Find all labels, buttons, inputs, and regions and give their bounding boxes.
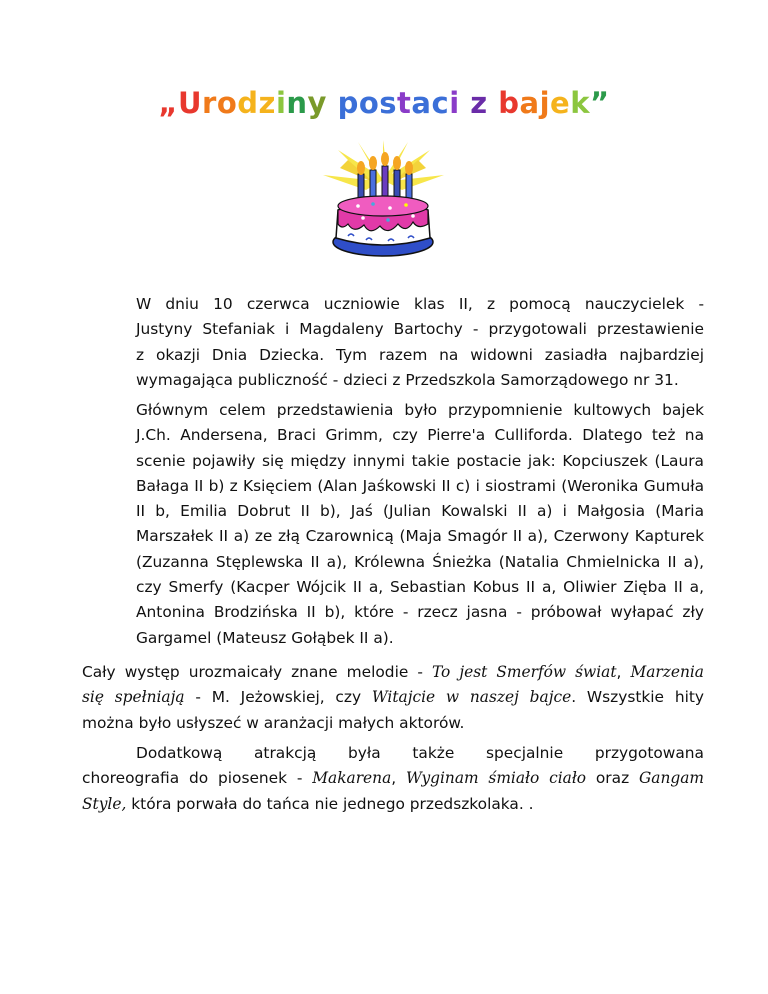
title-letter: a <box>519 86 540 120</box>
title-letter: o <box>358 86 380 120</box>
title-letter: p <box>337 86 359 120</box>
text-run: choreografia do piosenek - <box>82 769 313 788</box>
title-letter: i <box>275 86 287 120</box>
text-run: oraz <box>586 769 639 788</box>
paragraph-choreography <box>82 741 704 817</box>
paragraph-line: (Zuzanna Stęplewska II a), Królewna Śnieżka (Natalia Chmielnicka II a), <box>136 552 704 571</box>
paragraph-line: Głównym celem przedstawienia było przypomnienie kultowych bajek <box>136 401 704 419</box>
title-letter: b <box>498 86 520 120</box>
title-letter: r <box>202 86 217 120</box>
title-letter: k <box>570 86 591 120</box>
song-title: Marzenia <box>630 663 704 681</box>
paragraph-line: scenie pojawiły się między innymi takie postacie jak: Kopciuszek (Laura <box>136 451 704 470</box>
birthday-cake-icon <box>318 140 448 265</box>
title-letter: d <box>237 86 259 120</box>
title-letter: n <box>286 86 308 120</box>
text-run: , <box>616 663 631 681</box>
title-letter <box>327 86 338 120</box>
song-title: Style, <box>82 794 127 813</box>
title-letter: j <box>539 86 551 120</box>
title-letter: e <box>550 86 571 120</box>
title-letter: t <box>397 86 412 120</box>
song-title: To jest Smerfów świat <box>431 663 617 681</box>
paragraph-line: Marszałek II a) ze złą Czarownicą (Maja Smagór II a), Czerwony Kapturek <box>136 527 704 546</box>
paragraph-characters <box>82 398 704 651</box>
title-letter: z <box>470 86 488 120</box>
title-letter: ” <box>590 86 610 120</box>
paragraph-line: W dniu 10 czerwca uczniowie klas II, z pomocą nauczycielek - <box>136 295 704 313</box>
paragraph-line: Dodatkową atrakcją była także specjalnie przygotowana <box>136 744 704 762</box>
paragraph-line: czy Smerfy (Kacper Wójcik II a, Sebastian Kobus II a, Oliwier Zięba II a, <box>136 578 704 597</box>
title-letter: a <box>411 86 432 120</box>
paragraph-line <box>82 660 704 685</box>
title-letter: y <box>307 86 327 120</box>
title-letter <box>488 86 499 120</box>
song-title: Witajcie w naszej bajce <box>371 688 572 707</box>
title-letter: U <box>177 86 203 120</box>
title-letter: c <box>431 86 450 120</box>
title-letter: o <box>216 86 238 120</box>
cake-body <box>333 196 433 256</box>
document-title <box>0 86 768 120</box>
paragraph-line: II b, Emilia Dobrut II b), Jaś (Julian Kowalski II a) i Małgosia (Maria <box>136 502 704 521</box>
paragraph-songs <box>82 660 704 736</box>
song-title: Makarena <box>312 769 392 788</box>
paragraph-line <box>82 792 704 817</box>
title-letter <box>460 86 471 120</box>
title-letter: i <box>449 86 460 120</box>
title-letter: s <box>379 86 398 120</box>
text-run: - M. Jeżowskiej, czy <box>184 688 372 707</box>
song-title: Wyginam śmiało ciało <box>405 769 587 788</box>
paragraph-line: Bałaga II b) z Księciem (Alan Jaśkowski II c) i siostrami (Weronika Gumuła <box>136 476 704 495</box>
paragraph-line <box>82 685 704 710</box>
text-run: . Wszystkie hity <box>571 688 705 707</box>
title-letter: „ <box>158 86 178 120</box>
paragraph-line: Justyny Stefaniak i Magdaleny Bartochy - przygotowali przestawienie <box>136 320 704 339</box>
paragraph-line <box>82 766 704 791</box>
song-title: Gangam <box>638 769 704 788</box>
title-letter: z <box>258 86 276 120</box>
text-run: Cały występ urozmaicały znane melodie - <box>82 663 432 681</box>
text-run: , <box>391 769 406 788</box>
text-run: która porwała do tańca nie jednego przedszkolaka. . <box>126 794 534 813</box>
paragraph-line: Antonina Brodzińska II b), które - rzecz jasna - próbował wyłapać zły <box>136 603 704 622</box>
paragraph-line: z okazji Dnia Dziecka. Tym razem na widowni zasiadła najbardziej <box>136 345 704 364</box>
paragraph-line: można było usłyszeć w aranżacji małych aktorów. <box>82 713 465 732</box>
paragraph-line: Gargamel (Mateusz Gołąbek II a). <box>136 628 394 647</box>
song-title: się spełniają <box>82 688 185 707</box>
paragraph-line: wymagająca publiczność - dzieci z Przedszkola Samorządowego nr 31. <box>136 370 679 389</box>
paragraph-intro <box>82 292 704 393</box>
paragraph-line: J.Ch. Andersena, Braci Grimm, czy Pierre'a Culliforda. Dlatego też na <box>136 426 704 445</box>
